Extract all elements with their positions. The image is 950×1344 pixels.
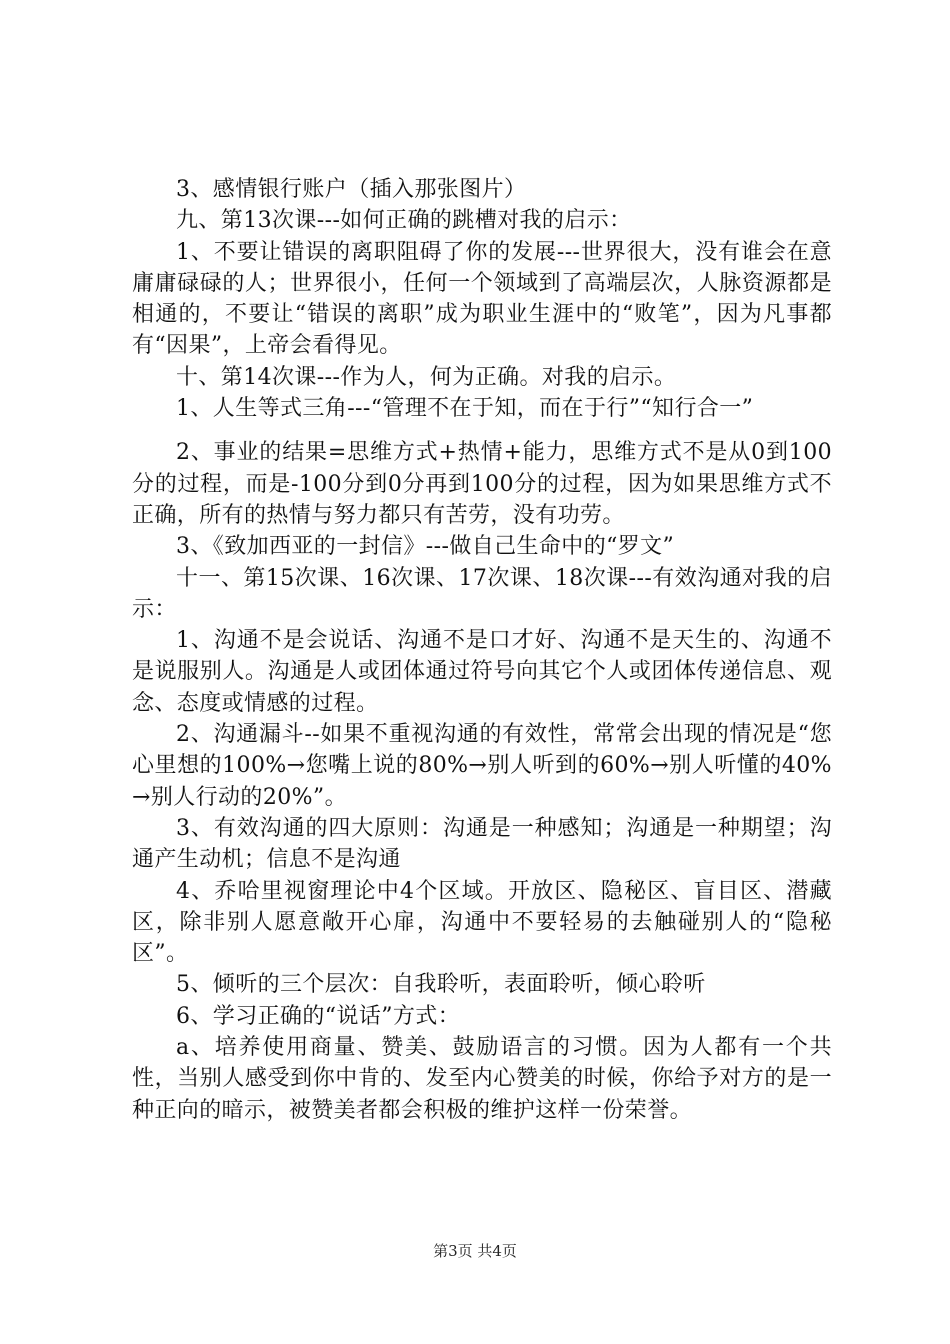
paragraph-career-result: 2、事业的结果=思维方式+热情+能力，思维方式不是从0到100分的过程，而是-100分到0分再到100分的过程，因为如果思维方式不正确，所有的热情与努力都只有苦劳，没有功劳。	[132, 440, 832, 528]
paragraph-four-principles: 3、有效沟通的四大原则：沟通是一种感知；沟通是一种期望；沟通产生动机；信息不是沟通	[132, 815, 832, 873]
heading-lessons-15-18: 十一、第15次课、16次课、17次课、18次课---有效沟通对我的启示：	[132, 565, 832, 622]
paragraph-praise-habit: a、培养使用商量、赞美、鼓励语言的习惯。因为人都有一个共性，当别人感受到你中肯的、发至内心赞美的时候，你给予对方的是一种正向的暗示，被赞美者都会积极的维护这样一份荣誉。	[132, 1035, 832, 1123]
paragraph-listening-levels: 5、倾听的三个层次：自我聆听，表面聆听，倾心聆听	[176, 972, 706, 998]
page-number-footer: 第3页 共4页	[433, 1242, 517, 1260]
paragraph-wrong-resignation: 1、不要让错误的离职阻碍了你的发展---世界很大，没有谁会在意庸庸碌碌的人；世界很小，任何一个领域到了高端层次，人脉资源都是相通的，不要让“错误的离职”成为职业生涯中的“败笔”，因为凡事都有“因果”，上帝会看得见。	[132, 239, 832, 359]
paragraph-speaking-style: 6、学习正确的“说话”方式：	[176, 1003, 461, 1029]
paragraph-message-to-garcia: 3、《致加西亚的一封信》---做自己生命中的“罗文”	[176, 534, 675, 560]
paragraph-communication-definition: 1、沟通不是会说话、沟通不是口才好、沟通不是天生的、沟通不是说服别人。沟通是人或团体通过符号向其它个人或团体传递信息、观念、态度或情感的过程。	[132, 628, 832, 716]
paragraph-johari-window: 4、乔哈里视窗理论中4个区域。开放区、隐秘区、盲目区、潜藏区，除非别人愿意敞开心扉，沟通中不要轻易的去触碰别人的“隐秘区”。	[132, 878, 832, 967]
heading-lesson-14: 十、第14次课---作为人，何为正确。对我的启示。	[176, 364, 677, 390]
heading-lesson-13: 九、第13次课---如何正确的跳槽对我的启示：	[176, 208, 632, 234]
document-body	[132, 174, 832, 1126]
paragraph-life-equation: 1、人生等式三角---“管理不在于知，而在于行”“知行合一”	[176, 396, 754, 422]
paragraph-communication-funnel: 2、沟通漏斗--如果不重视沟通的有效性，常常会出现的情况是“您心里想的100%→您嘴上说的80%→别人听到的60%→别人听懂的40%→别人行动的20%”。	[132, 722, 832, 810]
paragraph-emotional-bank-account: 3、感情银行账户（插入那张图片）	[176, 177, 527, 202]
